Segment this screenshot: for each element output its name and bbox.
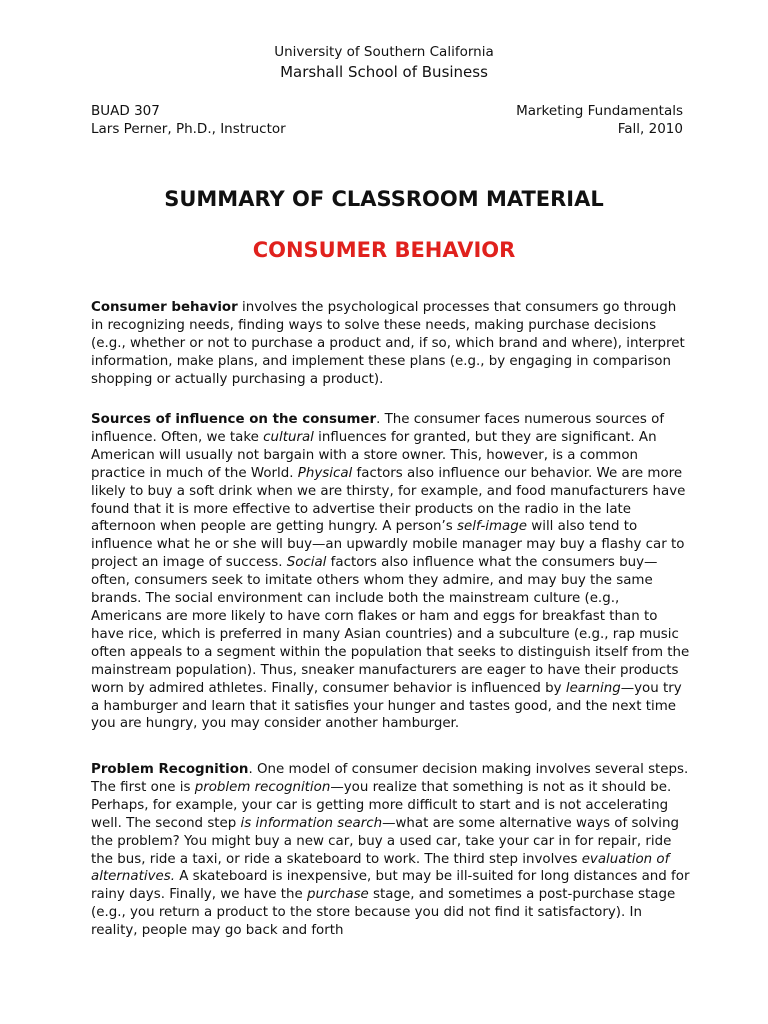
emphasis-text: learning — [565, 680, 621, 696]
emphasis-text: Social — [286, 555, 327, 571]
emphasis-text: cultural — [263, 429, 314, 445]
paragraph-text: —you try a hamburger and learn that it satisfies your hunger and tastes good, and the next time you are hungry, you may consider another hamburger. — [91, 680, 682, 732]
emphasis-text: is information search — [240, 815, 383, 831]
paragraph-text: influences for granted, but they are significant. An American will usually not bargain with a store owner. This, however, is a common practice in much of the World. — [91, 429, 657, 481]
paragraph-text: factors also influence what the consumers buy—often, consumers seek to imitate others whom they admire, and may buy the same brands. The social environment can include both the mainstream culture (e.g., Americans are more likely to have corn flakes or ham and eggs for breakfast than to have rice, which is preferred in many Asian countries) and a subculture (e.g., rap music often appeals to a segment within the population that seeks to distinguish itself from the mainstream population). Thus, sneaker manufacturers are eager to have their products worn by admired athletes. Finally, consumer behavior is influenced by — [91, 555, 690, 696]
paragraph-sources-of-influence — [91, 411, 691, 733]
course-info-row — [91, 103, 683, 119]
document-title: SUMMARY OF CLASSROOM MATERIAL — [164, 187, 604, 211]
paragraph-text: will also tend to influence what he or she will buy—an upwardly mobile manager may buy a flashy car to project an image of success. — [91, 519, 685, 571]
term: Fall, 2010 — [617, 121, 683, 137]
emphasis-text: Physical — [297, 465, 353, 481]
emphasis-text: evaluation of alternatives. — [91, 851, 670, 885]
course-code: BUAD 307 — [91, 103, 160, 119]
school-name: Marshall School of Business — [280, 63, 488, 81]
document-subtitle: CONSUMER BEHAVIOR — [252, 238, 516, 262]
paragraph-text: . One model of consumer decision making involves several steps. The first one is — [91, 762, 689, 795]
paragraph-text: —what are some alternative ways of solving the problem? You might buy a new car, buy a used car, take your car in for repair, ride the bus, ride a taxi, or ride a skateboard to work. The third step involves — [91, 815, 679, 867]
paragraph-text: stage, and sometimes a post-purchase stage (e.g., you return a product to the store because you did not find it satisfactory). In reality, people may go back and forth — [91, 887, 676, 939]
instructor-info-row — [91, 121, 683, 137]
paragraph-text: A skateboard is inexpensive, but may be ill-suited for long distances and for rainy days. Finally, we have the — [91, 869, 690, 903]
paragraph-text: factors also influence our behavior. We are more likely to buy a soft drink when we are thirsty, for example, and food manufacturers have found that it is more effective to advertise their products on the radio in the late afternoon when people are getting hungry. A person’s — [91, 465, 686, 535]
paragraph-text: involves the psychological processes that consumers go through in recognizing needs, finding ways to solve these needs, making purchase decisions (e.g., whether or not to purchase a product and, if so, which brand and where), interpret information, make plans, and implement these plans (e.g., by engaging in comparison shopping or actually purchasing a product). — [91, 300, 685, 387]
instructor-name: Lars Perner, Ph.D., Instructor — [91, 121, 286, 137]
paragraph-lead: Sources of influence on the consumer — [91, 412, 377, 427]
emphasis-text: problem recognition — [194, 779, 331, 795]
course-name: Marketing Fundamentals — [516, 103, 683, 119]
university-name: University of Southern California — [274, 44, 494, 60]
paragraph-text: . The consumer faces numerous sources of influence. Often, we take — [91, 412, 665, 445]
paragraph-lead: Problem Recognition — [91, 762, 249, 777]
paragraph-consumer-behavior — [91, 299, 691, 389]
paragraph-problem-recognition — [91, 761, 691, 940]
emphasis-text: purchase — [307, 887, 369, 903]
paragraph-lead: Consumer behavior — [91, 300, 238, 315]
paragraph-text: —you realize that something is not as it should be. Perhaps, for example, your car is getting more difficult to start and is not accelerating well. The second step — [91, 779, 672, 831]
emphasis-text: self-image — [457, 519, 528, 535]
